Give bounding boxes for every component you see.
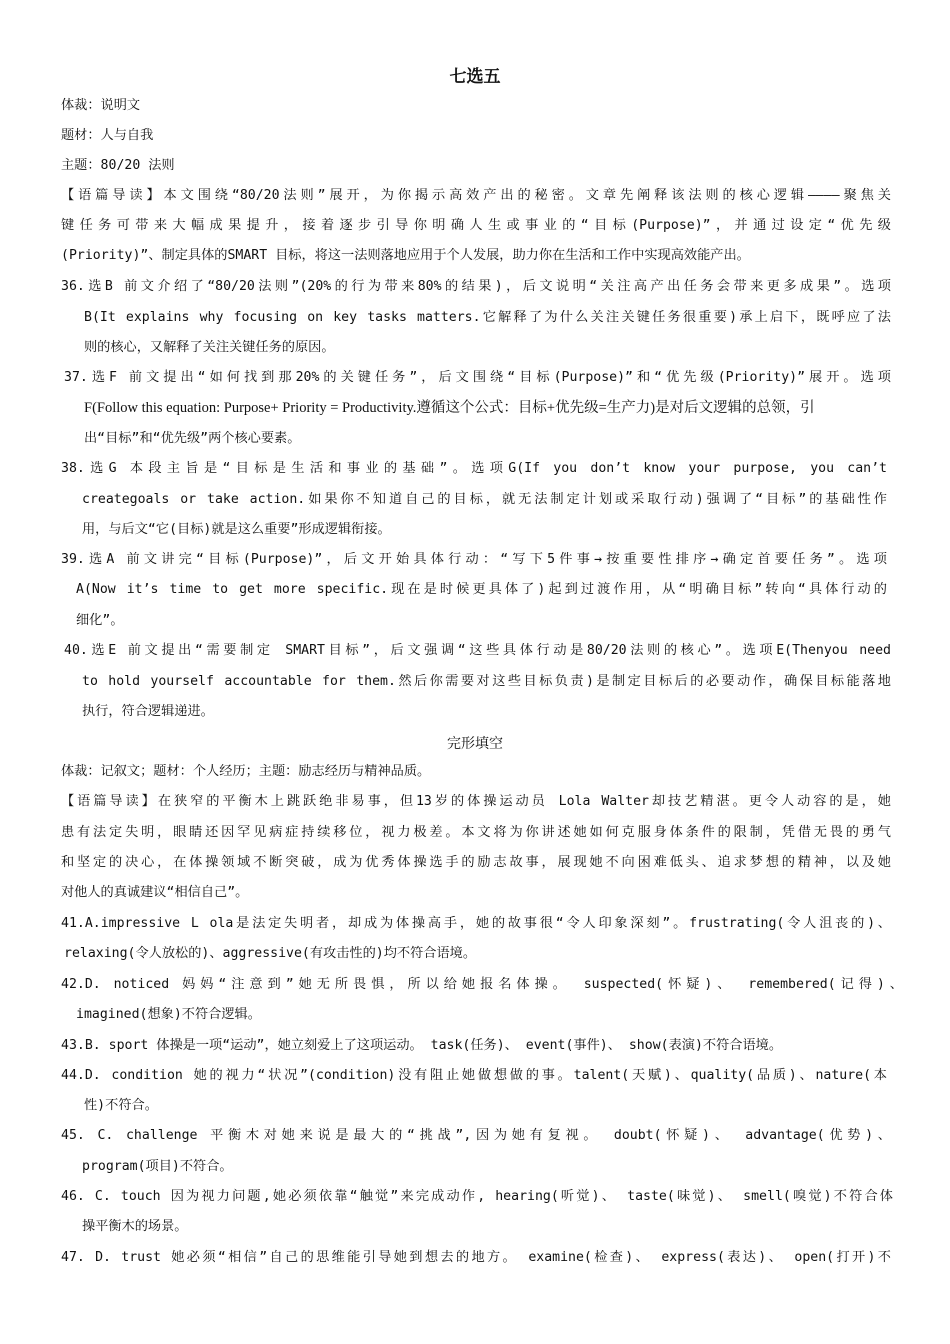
document-page: 七选五 体裁：说明文 题材：人与自我 主题：80/20 法则 【语篇导读】本文围绕“80/20法则”展开，为你揭示高效产出的秘密。文章先阐释该法则的核心逻辑————聚焦关 键任务可带来大幅成果提升，接着逐步引导你明确人生或事业的“目标(Purpose)”，并通过设定“优先级 (Priority)”、制定具体的SMART 目标，将这一法则落地应用于个人发展，助力你在生活和工作中实现高效能产出。 36.选B 前文介绍了“80/20法则”(20%的行为带来80%的结果)，后文说明“关注高产出任务会带来更多成果”。选项 B(It explains why focusing on key tasks matters.它解释了为什么关注关键任务很重要)承上启下，既呼应了法 则的核心，又解释了关注关键任务的原因。 37.选F 前文提出“如何找到那20%的关键任务”，后文围绕“目标(Purpose)”和“优先级(Priority)”展开。选项 F(Follow this equation: Purpose+ Priority = Productivity.遵循这个公式：目标+优先级=生产力)是对后文逻辑的总领，引 出“目标”和“优先级”两个核心要素。 38.选G 本段主旨是“目标是生活和事业的基础”。选项G(If you don’t know your purpose, you can’t creategoals or take action.如果你不知道自己的目标，就无法制定计划或采取行动)强调了“目标”的基础性作 用，与后文“它(目标)就是这么重要”形成逻辑衔接。 39.选A 前文讲完“目标(Purpose)”，后文开始具体行动：“写下5件事→按重要性排序→确定首要任务”。选项 A(Now it’s time to get more specific.现在是时候更具体了)起到过渡作用，从“明确目标”转向“具体行动的 细化”。 40.选E 前文提出“需要制定 SMART目标”，后文强调“这些具体行动是80/20法则的核心”。选项E(Thenyou need to hold yourself accountable for them.然后你需要对这些目标负责)是制定目标后的必要动作，确保目标能落地 执行，符合逻辑递进。 完形填空 体裁：记叙文；题材：个人经历；主题：励志经历与精神品质。 【语篇导读】在狭窄的平衡木上跳跃绝非易事，但13岁的体操运动员 Lola Walter却技艺精湛。更令人动容的是，她 患有法定失明，眼睛还因罕见病症持续移位，视力极差。本文将为你讲述她如何克服身体条件的限制，凭借无畏的勇气 和坚定的决心，在体操领域不断突破，成为优秀体操选手的励志故事，展现她不向困难低头、追求梦想的精神，以及她 对他人的真诚建议“相信自己”。 41.A.impressive L ola是法定失明者，却成为体操高手，她的故事很“令人印象深刻”。frustrating(令人沮丧的)、 relaxing(令人放松的)、aggressive(有攻击性的)均不符合语境。 42.D. noticed 妈妈“注意到”她无所畏惧，所以给她报名体操。 suspected(怀疑)、 remembered(记得)、 imagined(想象)不符合逻辑。 43.B. sport 体操是一项“运动”，她立刻爱上了这项运动。 task(任务)、 event(事件)、 show(表演)不符合语境。 44.D. condition 她的视力“状况”(condition)没有阻止她做想做的事。talent(天赋)、quality(品质)、nature(本 性)不符合。 45. C. challenge 平衡木对她来说是最大的“挑战”,因为她有复视。 doubt(怀疑)、 advantage(优势)、 program(项目)不符合。 46. C. touch 因为视力问题,她必须依靠“触觉”来完成动作, hearing(听觉)、 taste(味觉)、 smell(嗅觉)不符合体 操平衡木的场景。 47. D. trust 她必须“相信”自己的思维能引导她到想去的地方。 examine(检查)、 express(表达)、 open(打开)不: [0, 0, 950, 1344]
section2-title: 完形填空: [447, 736, 503, 752]
section1-title: 七选五: [449, 67, 501, 87]
